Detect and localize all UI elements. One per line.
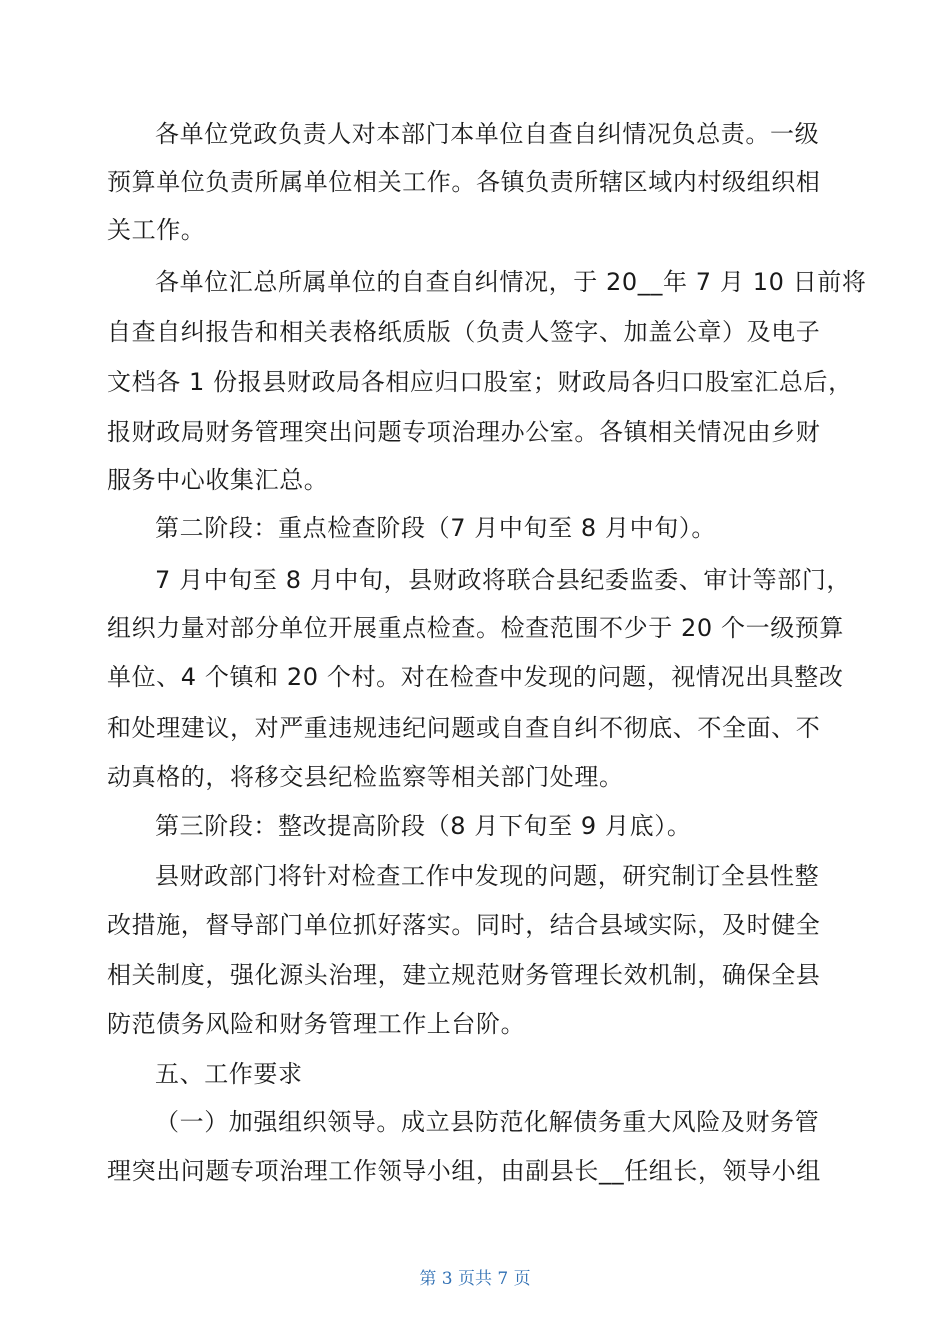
paragraph-line-1: 各单位党政负责人对本部门本单位自查自纠情况负总责。一级: [155, 120, 820, 148]
paragraph-line-22: 理突出问题专项治理工作领导小组，由副县长__任组长，领导小组: [107, 1157, 821, 1185]
paragraph-line-19: 防范债务风险和财务管理工作上台阶。: [107, 1010, 526, 1038]
paragraph-line-12: 单位、4 个镇和 20 个村。对在检查中发现的问题，视情况出具整改: [107, 663, 844, 691]
paragraph-line-4: 各单位汇总所属单位的自查自纠情况，于 20__年 7 月 10 日前将: [155, 268, 867, 296]
paragraph-line-2: 预算单位负责所属单位相关工作。各镇负责所辖区域内村级组织相: [107, 168, 821, 196]
paragraph-line-8: 服务中心收集汇总。: [107, 466, 329, 494]
paragraph-line-16: 县财政部门将针对检查工作中发现的问题，研究制订全县性整: [155, 862, 820, 890]
paragraph-line-10: 7 月中旬至 8 月中旬，县财政将联合县纪委监委、审计等部门，: [155, 566, 852, 594]
page-number-footer: 第 3 页共 7 页: [419, 1269, 531, 1289]
paragraph-line-6: 文档各 1 份报县财政局各相应归口股室；财政局各归口股室汇总后，: [107, 368, 853, 396]
section-heading-work-requirements: 五、工作要求: [155, 1060, 303, 1088]
section-heading-stage-3: 第三阶段：整改提高阶段（8 月下旬至 9 月底）。: [155, 812, 692, 840]
paragraph-line-11: 组织力量对部分单位开展重点检查。检查范围不少于 20 个一级预算: [107, 614, 844, 642]
paragraph-line-3: 关工作。: [107, 216, 206, 244]
section-heading-stage-2: 第二阶段：重点检查阶段（7 月中旬至 8 月中旬）。: [155, 514, 717, 542]
paragraph-line-7: 报财政局财务管理突出问题专项治理办公室。各镇相关情况由乡财: [107, 418, 821, 446]
paragraph-line-5: 自查自纠报告和相关表格纸质版（负责人签字、加盖公章）及电子: [107, 318, 821, 346]
paragraph-line-18: 相关制度，强化源头治理，建立规范财务管理长效机制，确保全县: [107, 961, 821, 989]
paragraph-line-13: 和处理建议，对严重违规违纪问题或自查自纠不彻底、不全面、不: [107, 714, 821, 742]
paragraph-line-21: （一）加强组织领导。成立县防范化解债务重大风险及财务管: [155, 1108, 820, 1136]
paragraph-line-17: 改措施，督导部门单位抓好落实。同时，结合县域实际，及时健全: [107, 911, 821, 939]
paragraph-line-14: 动真格的，将移交县纪检监察等相关部门处理。: [107, 763, 624, 791]
